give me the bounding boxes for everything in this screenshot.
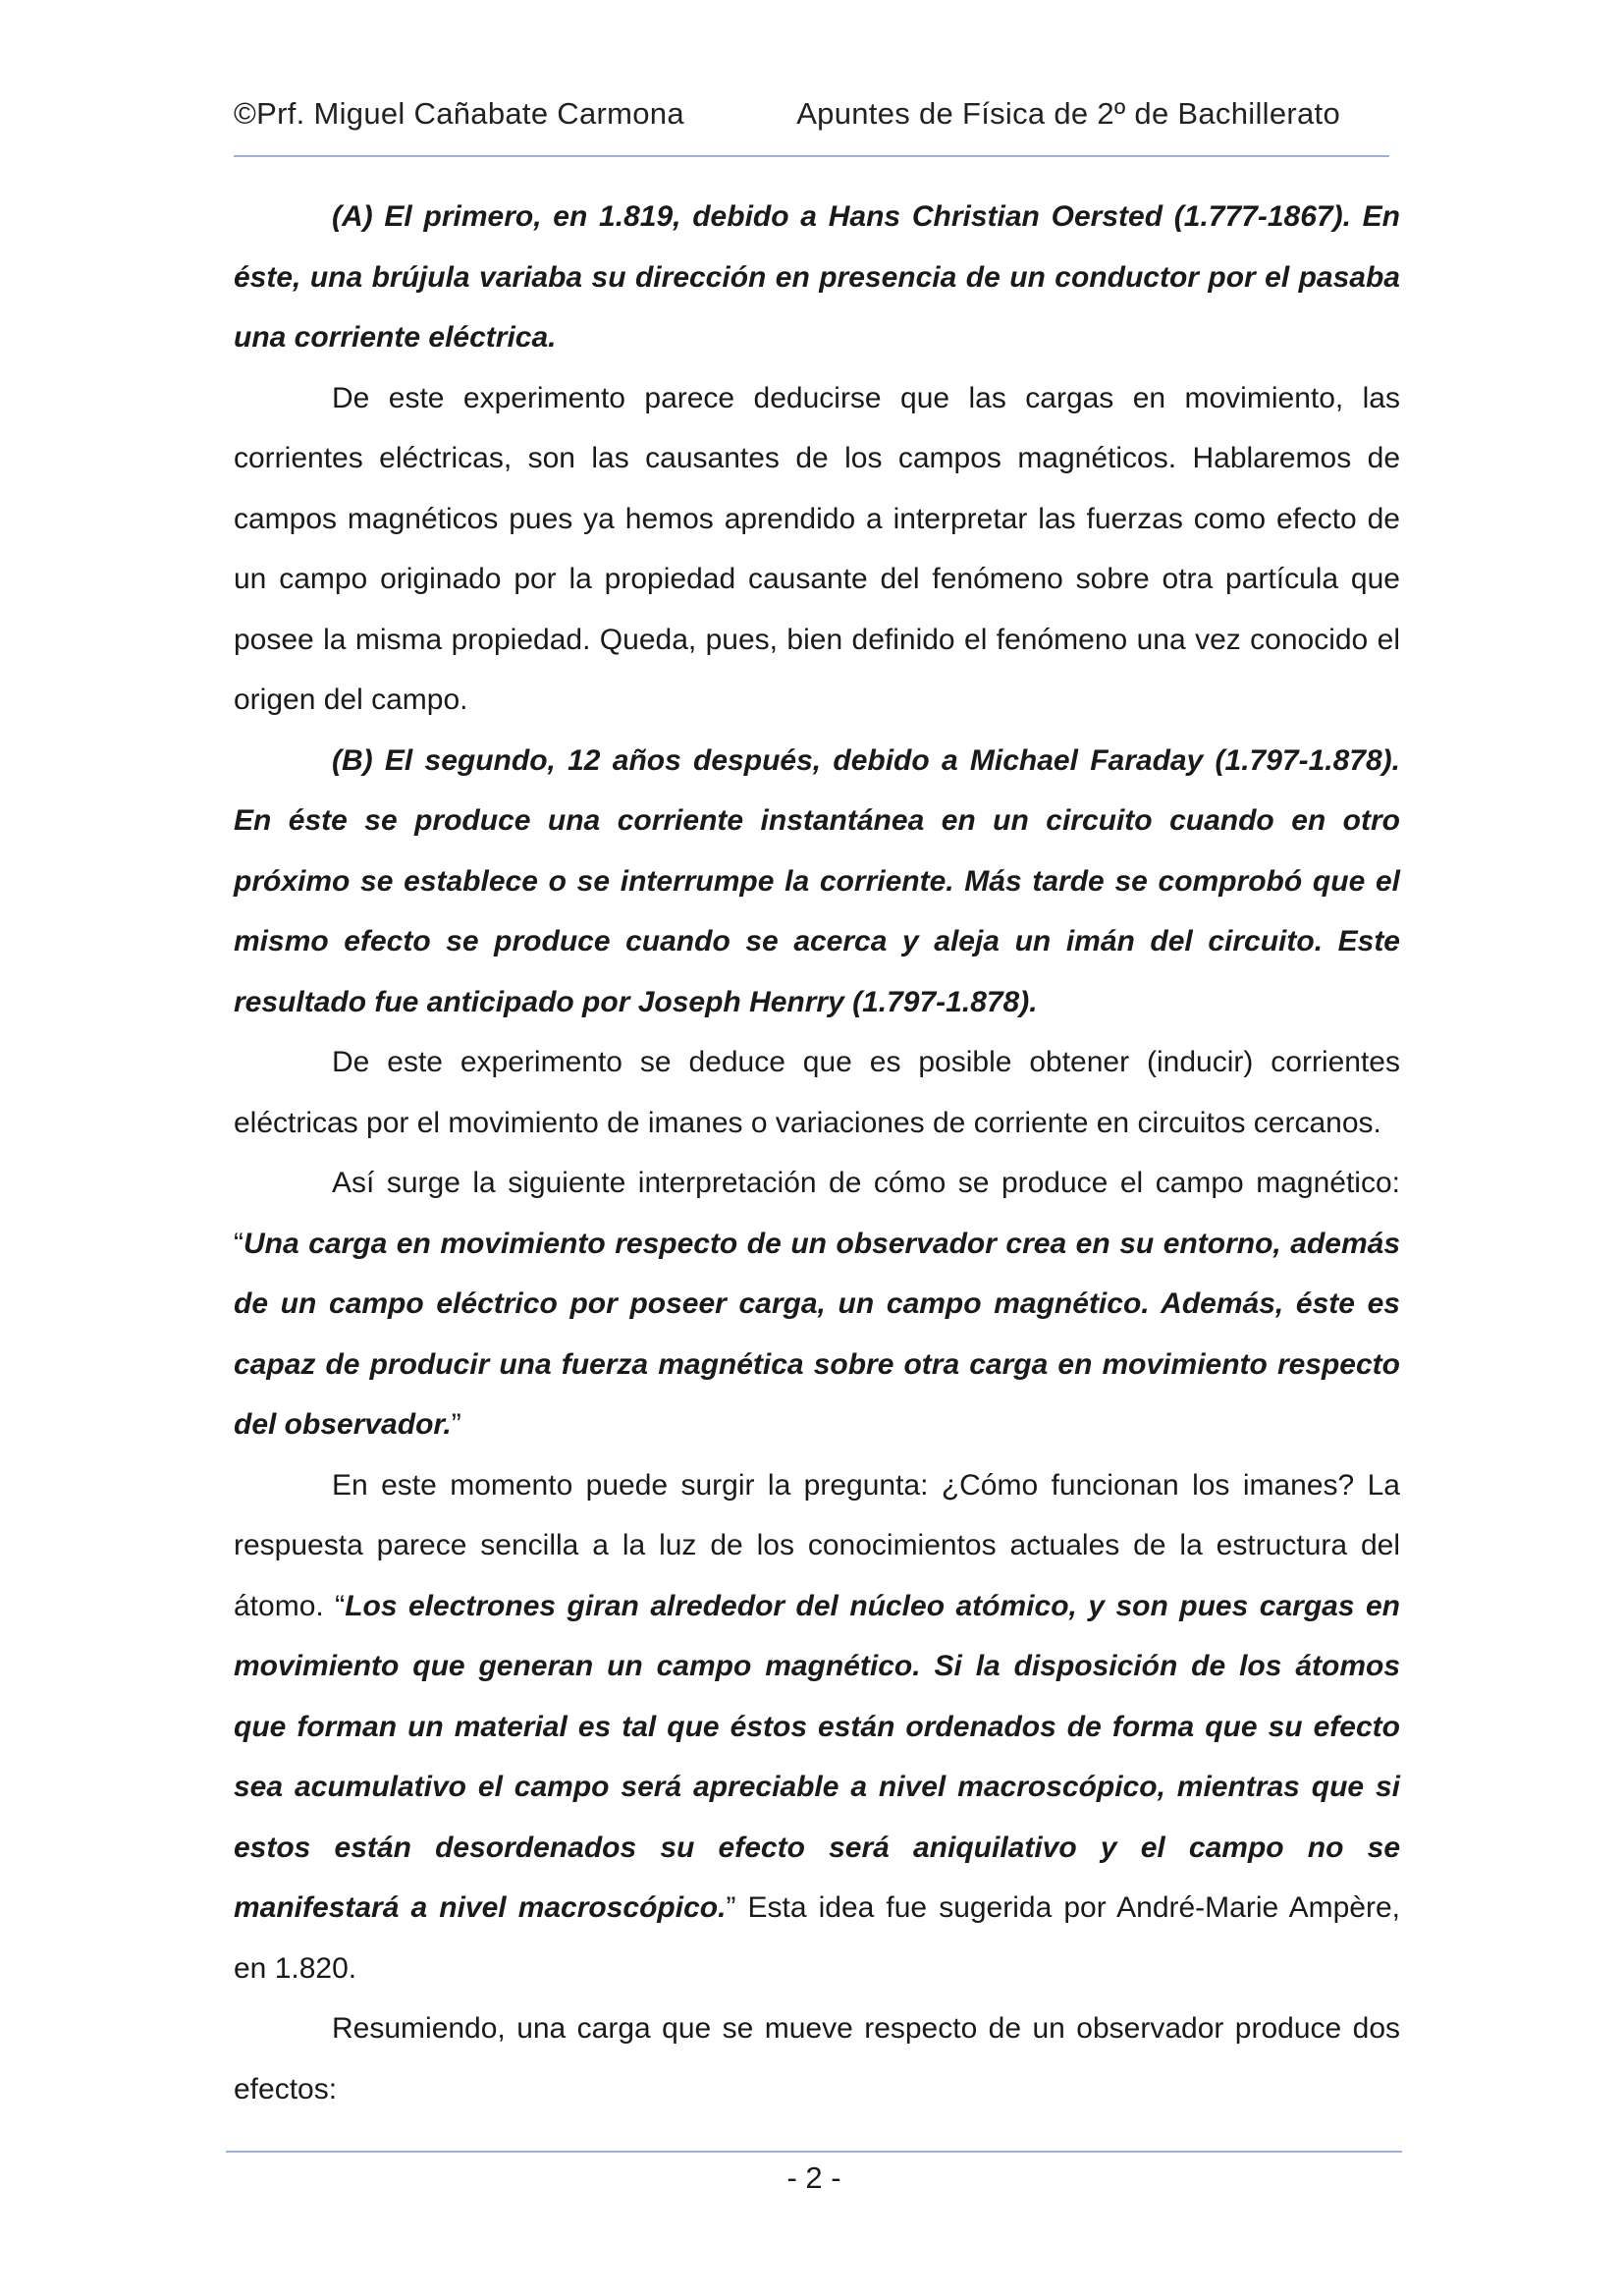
paragraph-text: De este experimento se deduce que es posible obtener (inducir) corrientes eléctricas por el movimiento de imanes o variaciones de corriente en circuitos cercanos. <box>234 1046 1400 1139</box>
paragraph-text: (A) El primero, en 1.819, debido a Hans Christian Oersted (1.777-1867). En éste, una brújula variaba su dirección en presencia de un conductor por el pasaba una corriente eléctrica. <box>234 200 1400 354</box>
paragraph-text: (B) El segundo, 12 años después, debido a Michael Faraday (1.797-1.878). En éste se produce una corriente instantánea en un circuito cuando en otro próximo se establece o se interrumpe la corriente. Más tarde se comprobó que el mismo efecto se produce cuando se acerca y aleja un imán del circuito. Este resultado fue anticipado por Joseph Henrry (1.797-1.878). <box>234 743 1400 1018</box>
paragraph-quote: Los electrones giran alrededor del núcleo atómico, y son pues cargas en movimiento que generan un campo magnético. Si la disposición de los átomos que forman un material es tal que éstos están ordenados de forma que su efecto sea acumulativo el campo será apreciable a nivel macroscópico, mientras que si estos están desordenados su efecto será aniquilativo y el campo no se manifestará a nivel macroscópico. <box>234 1589 1400 1924</box>
paragraph-interpretation <box>234 1153 1400 1455</box>
page-body <box>234 187 1400 2119</box>
paragraph-text: ” <box>451 1408 461 1441</box>
paragraph-oersted-conclusion <box>234 368 1400 731</box>
page-footer <box>226 2151 1402 2196</box>
page-number: - 2 - <box>786 2160 841 2195</box>
paragraph-summary <box>234 1998 1400 2119</box>
header-author: ©Prf. Miguel Cañabate Carmona <box>234 96 684 131</box>
paragraph-text: Así surge la siguiente interpretación de cómo se produce el campo magnético: “ <box>234 1167 1400 1260</box>
header-course-title: Apuntes de Física de 2º de Bachillerato <box>796 96 1340 131</box>
paragraph-text: En este momento puede surgir la pregunta: ¿Cómo funcionan los imanes? La respuesta parece sencilla a la luz de los conocimientos actuales de la estructura del átomo. “ <box>234 1468 1400 1622</box>
paragraph-text: ” Esta idea fue sugerida por André-Marie Ampère, en 1.820. <box>234 1891 1400 1985</box>
paragraph-faraday-conclusion <box>234 1032 1400 1153</box>
paragraph-quote: Una carga en movimiento respecto de un observador crea en su entorno, además de un campo eléctrico por poseer carga, un campo magnético. Además, éste es capaz de producir una fuerza magnética sobre otra carga en movimiento respecto del observador. <box>234 1227 1400 1441</box>
paragraph-text: De este experimento parece deducirse que las cargas en movimiento, las corrientes eléctricas, son las causantes de los campos magnéticos. Hablaremos de campos magnéticos pues ya hemos aprendido a interpretar las fuerzas como efecto de un campo originado por la propiedad causante del fenómeno sobre otra partícula que posee la misma propiedad. Queda, pues, bien definido el fenómeno una vez conocido el origen del campo. <box>234 381 1400 716</box>
paragraph-oersted <box>234 187 1400 368</box>
paragraph-text: Resumiendo, una carga que se mueve respecto de un observador produce dos efectos: <box>234 2012 1400 2105</box>
paragraph-faraday <box>234 731 1400 1033</box>
paragraph-magnets <box>234 1455 1400 1999</box>
page-header <box>234 96 1389 157</box>
